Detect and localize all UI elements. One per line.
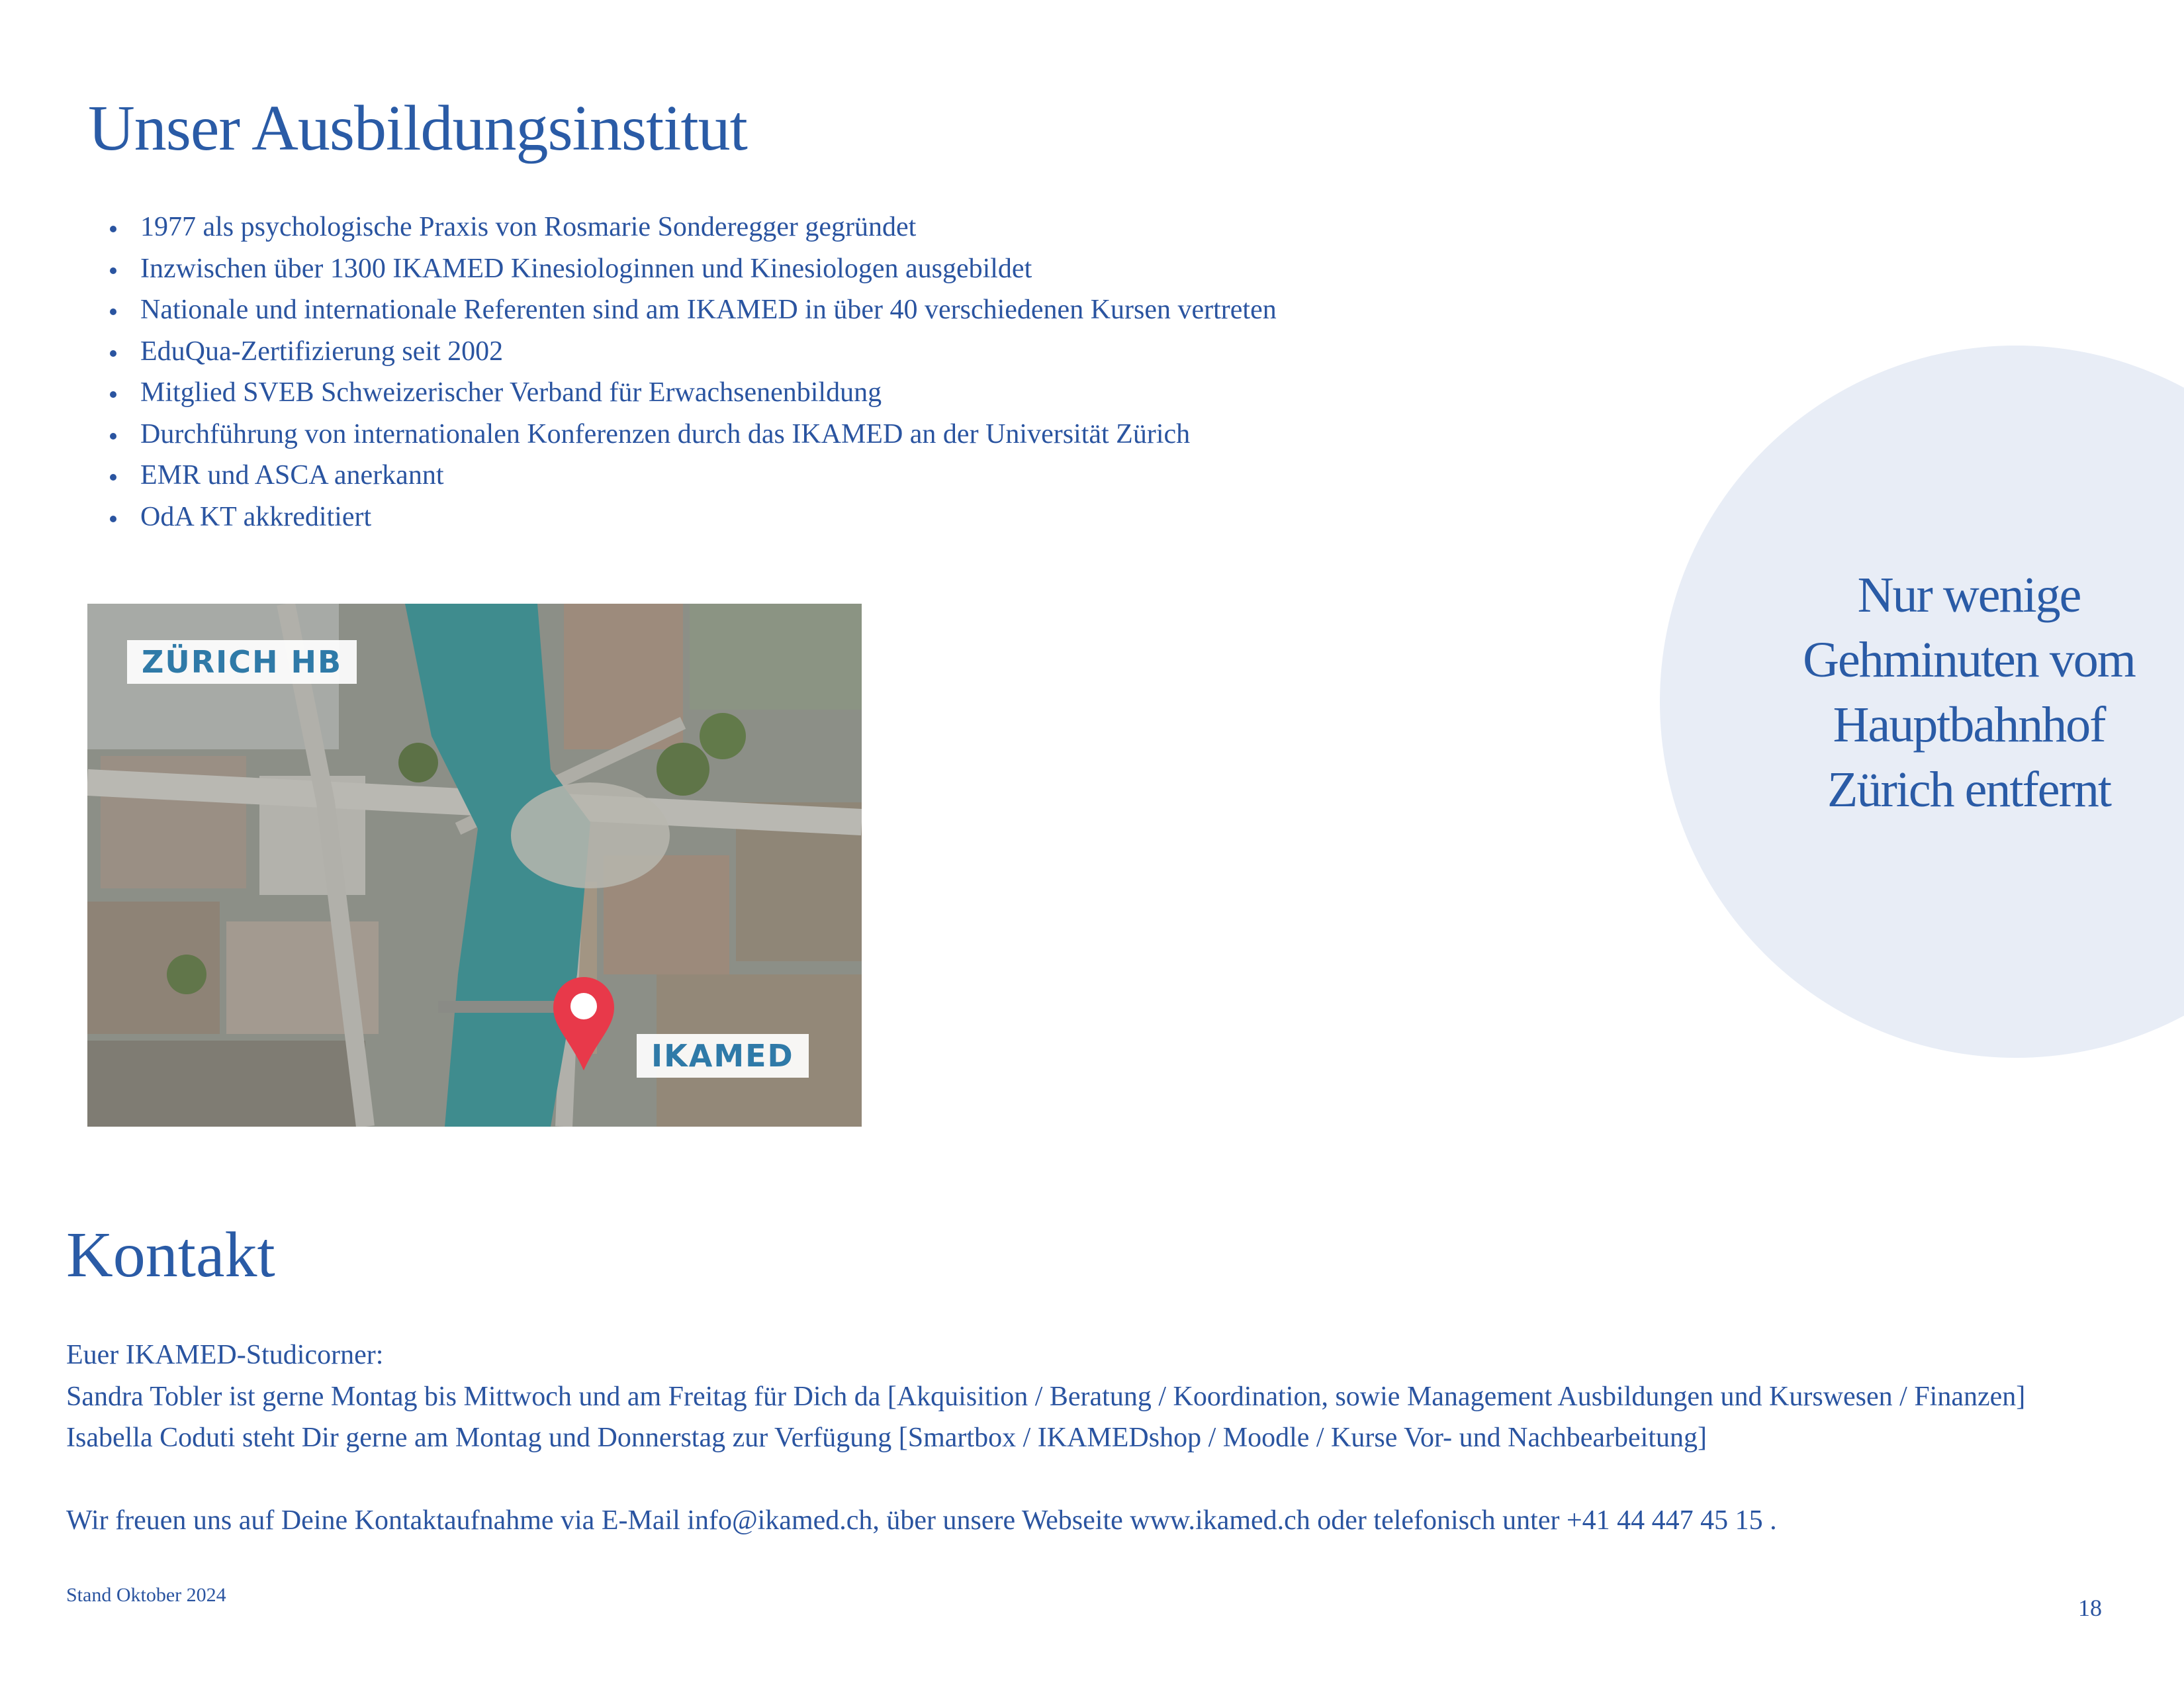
callout-line: Zürich entfernt [1827, 762, 2111, 818]
list-item: 1977 als psychologische Praxis von Rosmarie Sonderegger gegründet [106, 207, 1277, 248]
list-item: OdA KT akkreditiert [106, 496, 1277, 538]
contact-block [66, 1335, 2025, 1542]
list-item: Mitglied SVEB Schweizerischer Verband für Erwachsenenbildung [106, 372, 1277, 414]
stand-date: Stand Oktober 2024 [66, 1584, 226, 1606]
callout-line: Nur wenige [1857, 567, 2081, 623]
spacer [66, 1459, 2025, 1501]
list-item: EduQua-Zertifizierung seit 2002 [106, 331, 1277, 373]
list-item: Nationale und internationale Referenten sind am IKAMED in über 40 verschiedenen Kursen vertreten [106, 289, 1277, 331]
callout-line: Hauptbahnhof [1833, 697, 2105, 753]
list-item: EMR und ASCA anerkannt [106, 455, 1277, 496]
aerial-map-image [87, 604, 862, 1127]
callout-line: Gehminuten vom [1803, 632, 2135, 688]
location-pin-icon [551, 974, 617, 1074]
map-label-institute: IKAMED [637, 1034, 809, 1078]
page-title: Unser Ausbildungsinstitut [88, 93, 747, 164]
map-label-station: ZÜRICH HB [127, 640, 357, 684]
contact-info-line[interactable]: Wir freuen uns auf Deine Kontaktaufnahme via E-Mail info@ikamed.ch, über unsere Webseite www.ikamed.ch oder telefonisch unter +41 44 447 45 15 . [66, 1505, 1777, 1536]
feature-list [106, 207, 1277, 538]
contact-line: Isabella Coduti steht Dir gerne am Montag und Donnerstag zur Verfügung [Smartbox / IKAMEDshop / Moodle / Kurse Vor- und Nachbearbeitung] [66, 1423, 1707, 1453]
circle-callout [1747, 563, 2184, 822]
contact-intro: Euer IKAMED-Studicorner: [66, 1340, 384, 1370]
list-item: Inzwischen über 1300 IKAMED Kinesiologinnen und Kinesiologen ausgebildet [106, 248, 1277, 290]
page-number: 18 [2078, 1595, 2102, 1621]
list-item: Durchführung von internationalen Konferenzen durch das IKAMED an der Universität Zürich [106, 414, 1277, 455]
contact-heading: Kontakt [66, 1219, 275, 1291]
contact-line: Sandra Tobler ist gerne Montag bis Mittwoch und am Freitag für Dich da [Akquisition / Beratung / Koordination, sowie Management Ausbildungen und Kurswesen / Finanzen] [66, 1381, 2026, 1412]
